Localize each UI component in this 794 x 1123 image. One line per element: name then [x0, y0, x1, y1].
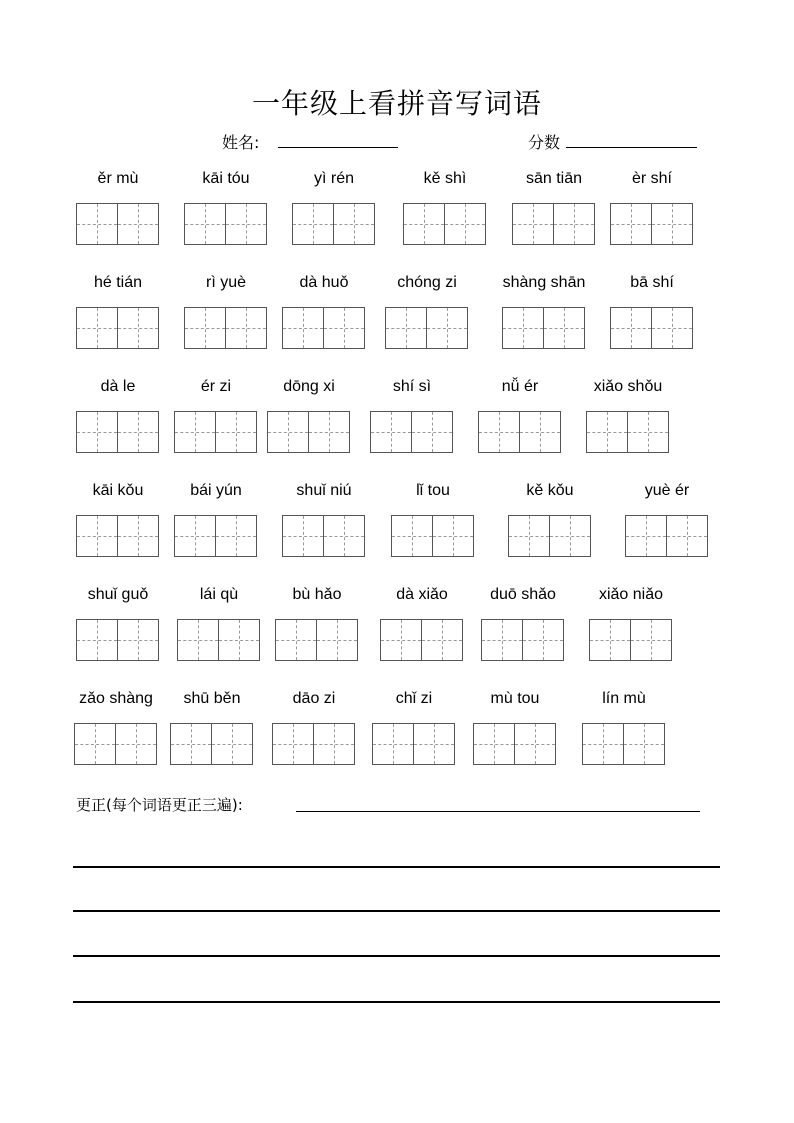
writing-line-2[interactable]	[73, 910, 720, 912]
writing-cell[interactable]	[226, 307, 267, 349]
writing-cell[interactable]	[427, 307, 468, 349]
tianzige-box	[292, 203, 376, 245]
writing-cell[interactable]	[118, 619, 159, 661]
writing-cell[interactable]	[586, 411, 628, 453]
pinyin-prompt: zǎo shàng	[79, 690, 153, 707]
tianzige-box	[76, 411, 160, 453]
writing-cell[interactable]	[652, 203, 693, 245]
tianzige-box	[177, 619, 261, 661]
writing-line-1[interactable]	[73, 866, 720, 868]
pinyin-prompt: yuè ér	[644, 482, 690, 499]
writing-cell[interactable]	[582, 723, 624, 765]
tianzige-box	[385, 307, 469, 349]
writing-cell[interactable]	[118, 203, 159, 245]
writing-cell[interactable]	[275, 619, 317, 661]
writing-cell[interactable]	[324, 515, 365, 557]
tianzige-box	[272, 723, 356, 765]
correction-label: 更正(每个词语更正三遍):	[76, 796, 243, 814]
tianzige-box	[282, 515, 366, 557]
writing-cell[interactable]	[282, 515, 324, 557]
pinyin-prompt: bái yún	[190, 482, 242, 499]
writing-cell[interactable]	[317, 619, 358, 661]
writing-cell[interactable]	[610, 203, 652, 245]
writing-cell[interactable]	[184, 307, 226, 349]
writing-cell[interactable]	[334, 203, 375, 245]
writing-cell[interactable]	[391, 515, 433, 557]
tianzige-box	[478, 411, 562, 453]
pinyin-prompt: shàng shān	[502, 274, 586, 291]
writing-cell[interactable]	[216, 411, 257, 453]
writing-cell[interactable]	[76, 411, 118, 453]
writing-cell[interactable]	[515, 723, 556, 765]
tianzige-box	[589, 619, 673, 661]
writing-cell[interactable]	[628, 411, 669, 453]
pinyin-prompt: lái qù	[199, 586, 239, 603]
writing-cell[interactable]	[380, 619, 422, 661]
pinyin-prompt: shuǐ niú	[296, 482, 352, 499]
writing-cell[interactable]	[282, 307, 324, 349]
pinyin-prompt: duō shǎo	[490, 586, 556, 603]
tianzige-box	[508, 515, 592, 557]
writing-cell[interactable]	[76, 619, 118, 661]
tianzige-box	[170, 723, 254, 765]
tianzige-box	[380, 619, 464, 661]
tianzige-box	[184, 307, 268, 349]
pinyin-prompt: lǐ tou	[416, 482, 450, 499]
pinyin-prompt: mù tou	[490, 690, 540, 707]
tianzige-box	[184, 203, 268, 245]
writing-cell[interactable]	[216, 515, 257, 557]
pinyin-prompt: nǚ ér	[501, 378, 539, 395]
writing-cell[interactable]	[481, 619, 523, 661]
writing-cell[interactable]	[76, 515, 118, 557]
writing-cell[interactable]	[631, 619, 672, 661]
writing-cell[interactable]	[76, 307, 118, 349]
writing-cell[interactable]	[589, 619, 631, 661]
writing-cell[interactable]	[403, 203, 445, 245]
score-label: 分数	[528, 133, 561, 152]
writing-cell[interactable]	[267, 411, 309, 453]
pinyin-prompt: xiǎo niǎo	[598, 586, 664, 603]
pinyin-prompt: dà huǒ	[299, 274, 349, 291]
pinyin-prompt: èr shí	[631, 170, 672, 187]
tianzige-box	[391, 515, 475, 557]
pinyin-prompt: kě shì	[423, 170, 467, 187]
writing-cell[interactable]	[174, 515, 216, 557]
writing-cell[interactable]	[184, 203, 226, 245]
pinyin-prompt: kāi tóu	[202, 170, 250, 187]
writing-cell[interactable]	[433, 515, 474, 557]
writing-line-3[interactable]	[73, 955, 720, 957]
writing-cell[interactable]	[385, 307, 427, 349]
name-blank-line[interactable]	[278, 147, 398, 148]
tianzige-box	[481, 619, 565, 661]
writing-cell[interactable]	[544, 307, 585, 349]
tianzige-box	[267, 411, 351, 453]
writing-cell[interactable]	[478, 411, 520, 453]
tianzige-box	[625, 515, 709, 557]
writing-line-4[interactable]	[73, 1001, 720, 1003]
pinyin-prompt: xiǎo shǒu	[593, 378, 663, 395]
writing-cell[interactable]	[272, 723, 314, 765]
writing-cell[interactable]	[554, 203, 595, 245]
tianzige-box	[610, 203, 694, 245]
pinyin-prompt: dà xiǎo	[396, 586, 448, 603]
tianzige-box	[372, 723, 456, 765]
writing-cell[interactable]	[445, 203, 486, 245]
writing-cell[interactable]	[624, 723, 665, 765]
writing-cell[interactable]	[370, 411, 412, 453]
writing-cell[interactable]	[324, 307, 365, 349]
tianzige-box	[403, 203, 487, 245]
tianzige-box	[473, 723, 557, 765]
pinyin-prompt: kāi kǒu	[92, 482, 144, 499]
pinyin-prompt: dāo zi	[292, 690, 336, 707]
pinyin-prompt: dōng xi	[283, 378, 335, 395]
pinyin-prompt: lín mù	[602, 690, 646, 707]
writing-cell[interactable]	[177, 619, 219, 661]
writing-cell[interactable]	[502, 307, 544, 349]
writing-cell[interactable]	[118, 411, 159, 453]
writing-cell[interactable]	[226, 203, 267, 245]
writing-cell[interactable]	[550, 515, 591, 557]
tianzige-box	[586, 411, 670, 453]
tianzige-box	[275, 619, 359, 661]
tianzige-box	[76, 515, 160, 557]
pinyin-prompt: shū běn	[183, 690, 241, 707]
tianzige-box	[610, 307, 694, 349]
tianzige-box	[370, 411, 454, 453]
tianzige-box	[76, 307, 160, 349]
worksheet-title: 一年级上看拼音写词语	[251, 87, 542, 120]
pinyin-prompt: shí sì	[392, 378, 432, 395]
pinyin-prompt: hé tián	[93, 274, 143, 291]
tianzige-box	[174, 411, 258, 453]
writing-cell[interactable]	[212, 723, 253, 765]
pinyin-prompt: chóng zi	[397, 274, 457, 291]
tianzige-box	[582, 723, 666, 765]
pinyin-prompt: bā shí	[630, 274, 674, 291]
tianzige-box	[512, 203, 596, 245]
writing-cell[interactable]	[667, 515, 708, 557]
tianzige-box	[282, 307, 366, 349]
pinyin-prompt: yì rén	[313, 170, 354, 187]
writing-cell[interactable]	[523, 619, 564, 661]
tianzige-box	[174, 515, 258, 557]
tianzige-box	[502, 307, 586, 349]
pinyin-prompt: rì yuè	[205, 274, 246, 291]
pinyin-prompt: chǐ zi	[395, 690, 433, 707]
writing-cell[interactable]	[314, 723, 355, 765]
tianzige-box	[76, 619, 160, 661]
writing-cell[interactable]	[292, 203, 334, 245]
writing-cell[interactable]	[414, 723, 455, 765]
writing-cell[interactable]	[473, 723, 515, 765]
correction-inline-line[interactable]	[296, 811, 700, 812]
pinyin-prompt: bù hǎo	[292, 586, 342, 603]
writing-cell[interactable]	[219, 619, 260, 661]
pinyin-prompt: sān tiān	[525, 170, 583, 187]
tianzige-box	[76, 203, 160, 245]
writing-cell[interactable]	[520, 411, 561, 453]
pinyin-prompt: shuǐ guǒ	[87, 586, 149, 603]
writing-cell[interactable]	[610, 307, 652, 349]
writing-cell[interactable]	[422, 619, 463, 661]
name-label: 姓名:	[222, 133, 260, 152]
writing-cell[interactable]	[118, 515, 159, 557]
writing-cell[interactable]	[309, 411, 350, 453]
pinyin-prompt: kě kǒu	[526, 482, 574, 499]
writing-cell[interactable]	[625, 515, 667, 557]
writing-cell[interactable]	[652, 307, 693, 349]
writing-cell[interactable]	[412, 411, 453, 453]
writing-cell[interactable]	[116, 723, 157, 765]
writing-cell[interactable]	[74, 723, 116, 765]
writing-cell[interactable]	[118, 307, 159, 349]
score-blank-line[interactable]	[566, 147, 697, 148]
writing-cell[interactable]	[508, 515, 550, 557]
writing-cell[interactable]	[512, 203, 554, 245]
tianzige-box	[74, 723, 158, 765]
pinyin-prompt: dà le	[100, 378, 136, 395]
writing-cell[interactable]	[372, 723, 414, 765]
writing-cell[interactable]	[170, 723, 212, 765]
pinyin-prompt: ér zi	[200, 378, 232, 395]
writing-cell[interactable]	[174, 411, 216, 453]
pinyin-prompt: ěr mù	[97, 170, 139, 187]
writing-cell[interactable]	[76, 203, 118, 245]
